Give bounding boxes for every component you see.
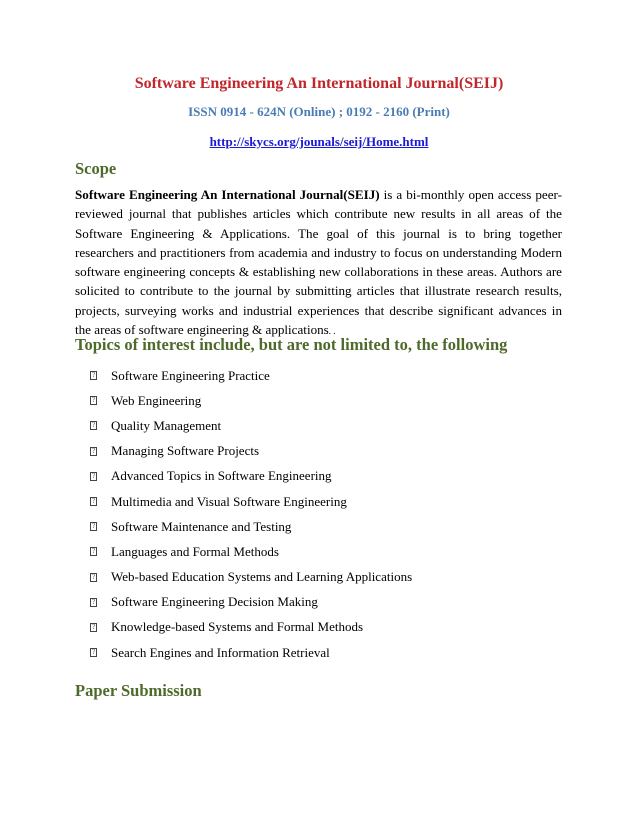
missing-glyph-bullet-icon: ? [91,547,96,556]
scope-body-text: is a bi-monthly open access peer-reviewed journal that publishes articles which contribute new results in all areas of the Software Engineering & Applications. The goal of this journal is to bring together researchers and practitioners from academia and industry to focus on understanding Modern software engineering concepts & establishing new collaborations in these areas. Authors are solicited to contribute to the journal by submitting articles that illustrate research results, projects, surveying works and industrial experiences that describe significant advances in the areas of software engineering & applications [75,187,562,338]
topic-list-item [90,388,412,413]
topic-list-item [90,464,412,489]
missing-glyph-bullet-icon: ? [91,471,96,480]
topic-label: Web Engineering [111,392,202,408]
missing-glyph-bullet-icon: ? [91,522,96,531]
scope-tail: . . [328,326,336,337]
missing-glyph-bullet-icon: ? [91,597,96,606]
topic-label: Software Engineering Practice [111,367,270,383]
scope-heading: Scope [75,159,117,178]
topic-label: Managing Software Projects [111,443,260,459]
journal-title: Software Engineering An International Journal(SEIJ) [134,75,504,92]
scope-lead-journal-name: Software Engineering An International Journal(SEIJ) [75,187,380,202]
missing-glyph-bullet-icon: ? [91,396,96,405]
missing-glyph-bullet-icon: ? [91,622,96,631]
topics-heading: Topics of interest include, but are not limited to, the following [75,335,508,354]
paper-submission-heading: Paper Submission [75,681,202,700]
journal-url [0,134,638,150]
topic-label: Multimedia and Visual Software Engineering [111,493,347,509]
missing-glyph-bullet-icon: ? [91,446,96,455]
missing-glyph-bullet-icon: ? [91,648,96,657]
missing-glyph-bullet-icon: ? [91,421,96,430]
topic-list-item [90,413,412,438]
issn-line: ISSN 0914 - 624N (Online) ; 0192 - 2160 (Print) [188,104,450,119]
topic-list-item [90,640,412,665]
missing-glyph-bullet-icon: ? [91,497,96,506]
topic-list-item [90,439,412,464]
topic-label: Search Engines and Information Retrieval [111,644,330,660]
topic-list-item [90,565,412,590]
topics-list [90,363,412,665]
topic-list-item [90,489,412,514]
topic-label: Knowledge-based Systems and Formal Methods [111,619,364,635]
topic-list-item [90,590,412,615]
topic-label: Quality Management [111,417,222,433]
topic-label: Languages and Formal Methods [111,543,279,559]
missing-glyph-bullet-icon: ? [91,371,96,380]
topic-label: Software Maintenance and Testing [111,518,292,534]
topic-label: Web-based Education Systems and Learning Applications [111,569,413,585]
topic-list-item [90,514,412,539]
topic-list-item [90,363,412,388]
topic-list-item [90,539,412,564]
missing-glyph-bullet-icon: ? [91,572,96,581]
topic-label: Advanced Topics in Software Engineering [111,468,332,484]
journal-home-link[interactable]: http://skycs.org/jounals/seij/Home.html [209,134,429,149]
scope-paragraph [75,185,562,341]
topic-list-item [90,615,412,640]
topic-label: Software Engineering Decision Making [111,594,318,610]
